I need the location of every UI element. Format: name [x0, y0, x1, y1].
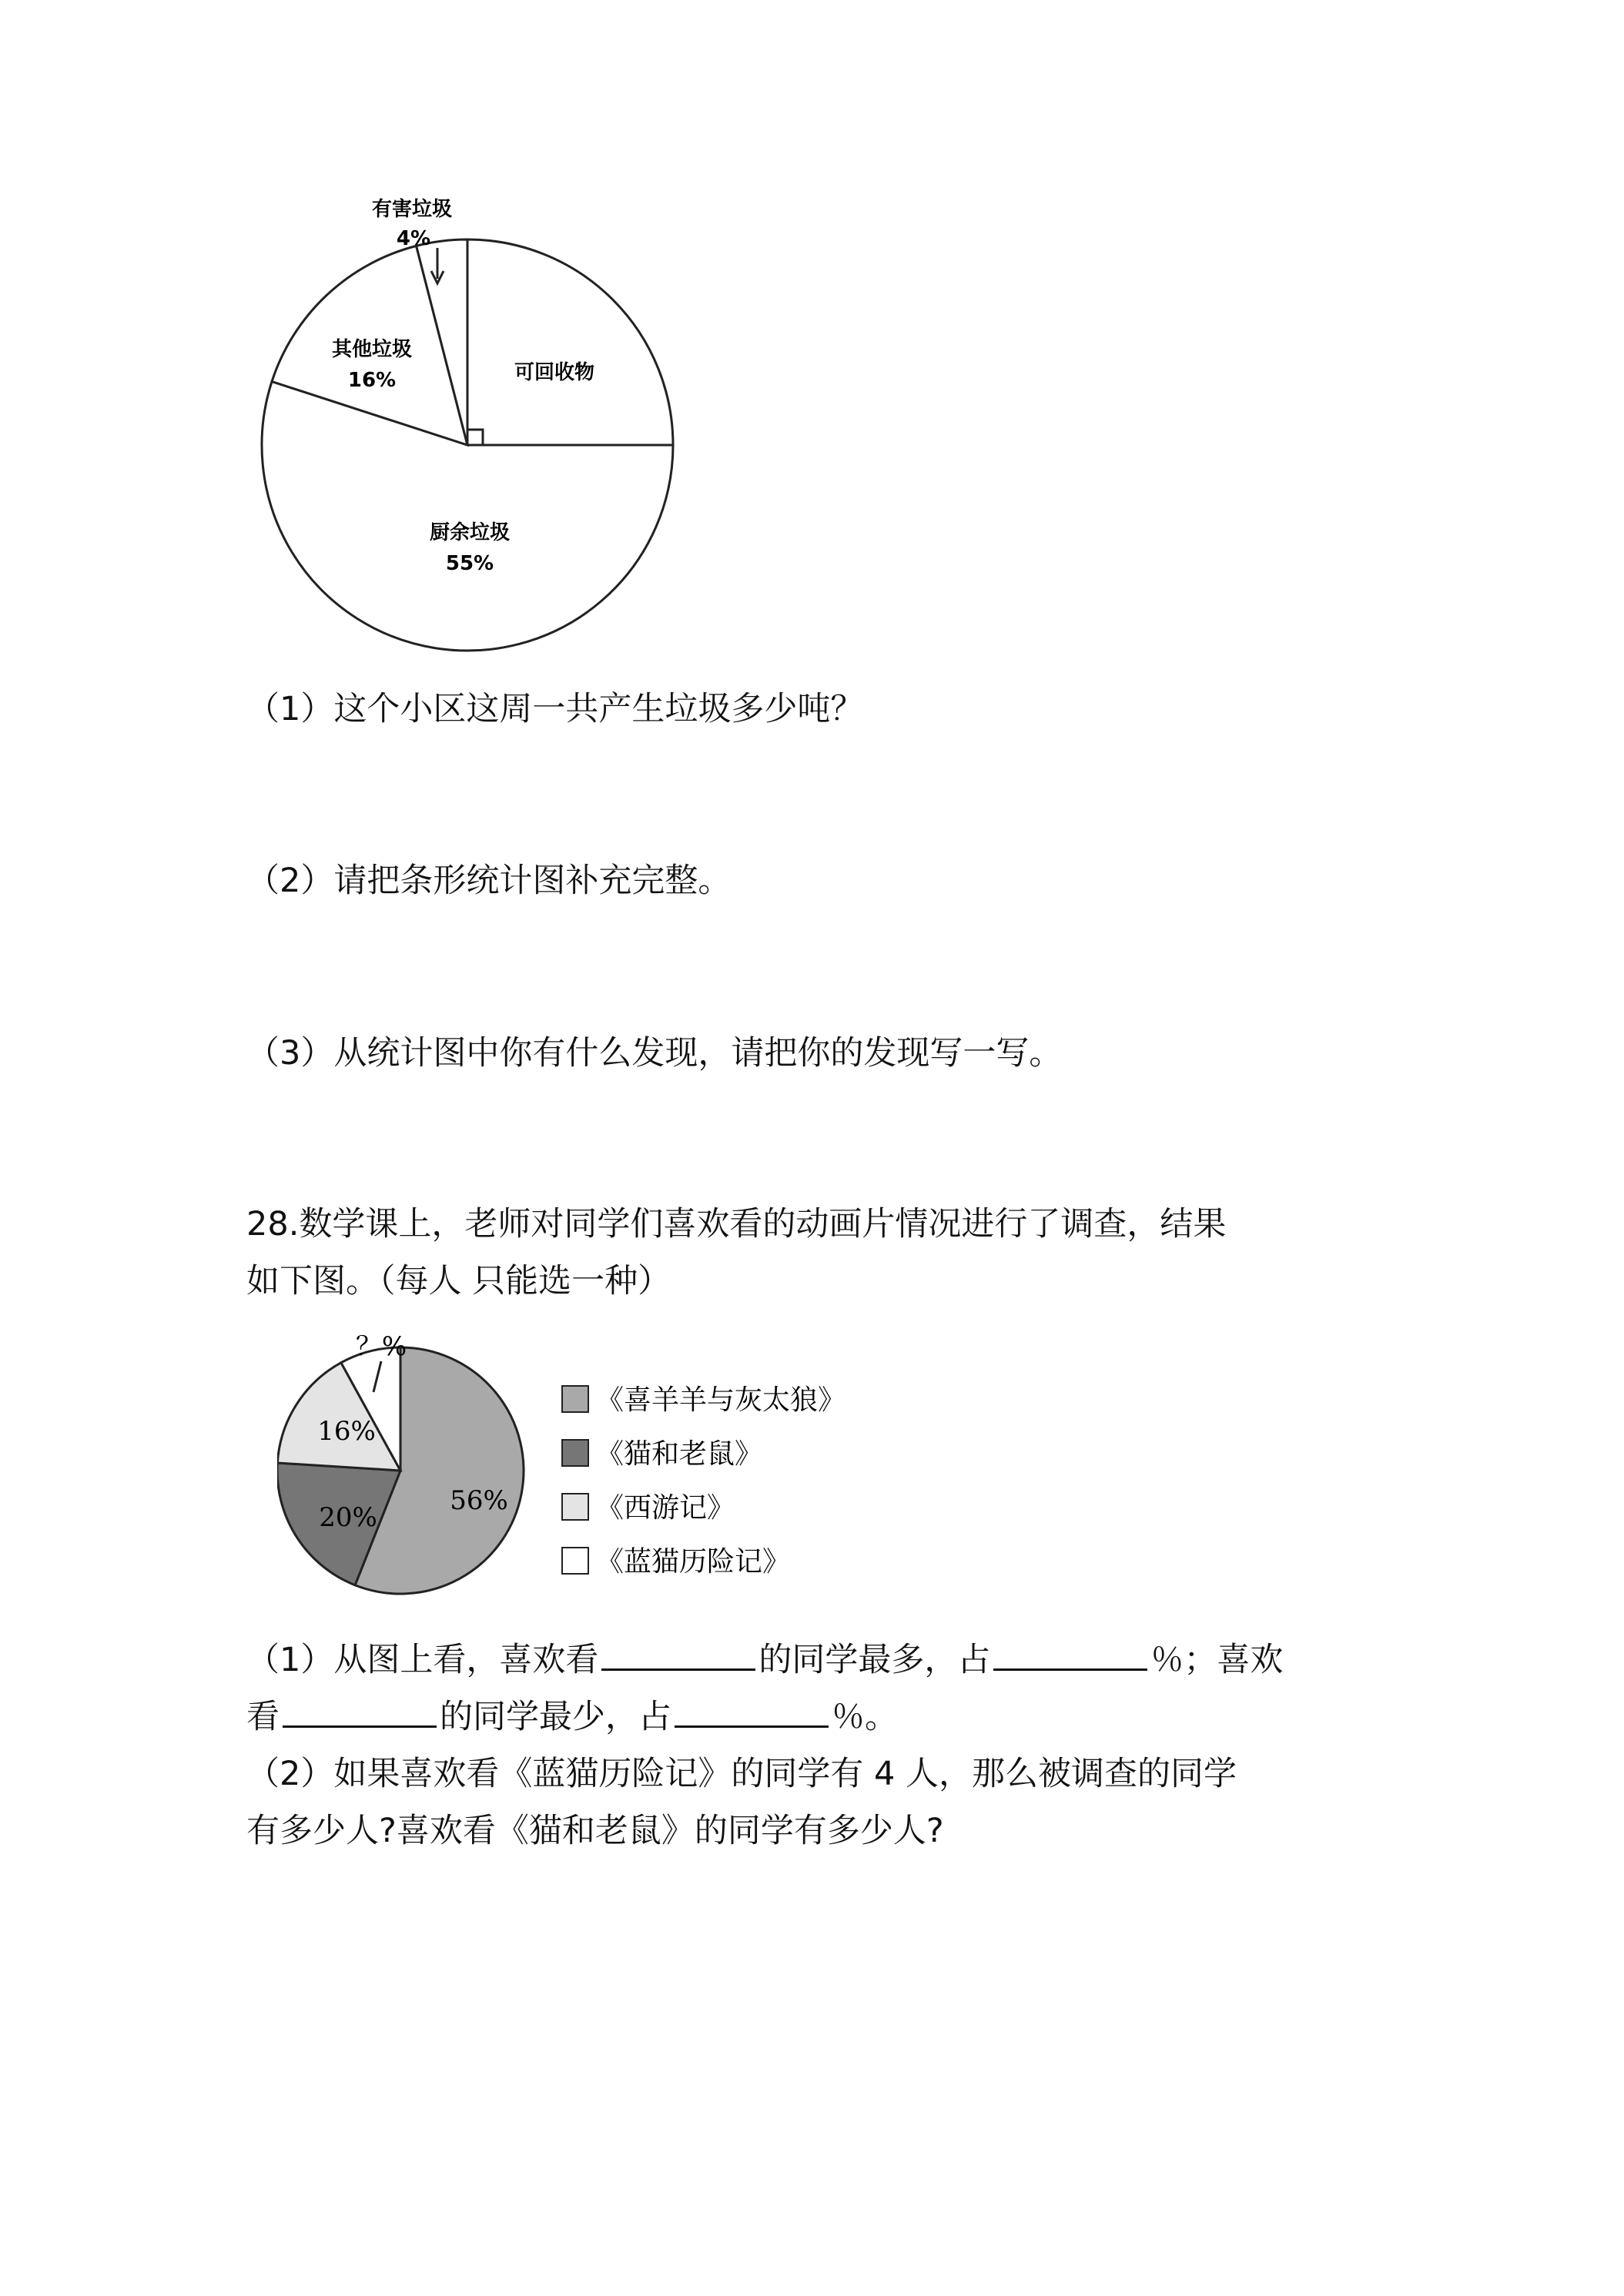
q28-sub1-text-a: （1）从图上看，喜欢看 — [246, 1641, 599, 1679]
legend-swatch-xiyangyang — [562, 1386, 588, 1412]
legend-label-journey-west: 《西游记》 — [596, 1492, 735, 1524]
slice-value-tom-jerry: 20% — [319, 1502, 377, 1533]
q28-sub1-text-b: 的同学最多，占 — [758, 1641, 991, 1679]
legend-label-blue-cat: 《蓝猫历险记》 — [596, 1546, 791, 1578]
q28-sub1-line1 — [246, 1631, 1283, 1689]
pie-slice-1 — [467, 239, 673, 445]
slice-value-xiyangyang: 56% — [450, 1485, 508, 1516]
q28-sub1-text-c: ％；喜欢 — [1150, 1641, 1284, 1679]
q28-sub1-line2 — [246, 1688, 898, 1746]
slice-value-journey-west: 16% — [317, 1416, 376, 1447]
answer-blank-least-name — [283, 1692, 437, 1728]
slice-label-hazardous: 有害垃圾 — [371, 198, 453, 221]
q28-sub1-text-f: ％。 — [832, 1698, 898, 1736]
slice-label-other: 其他垃圾 — [331, 338, 413, 361]
legend-swatch-journey-west — [562, 1494, 588, 1520]
legend-swatch-tom-jerry — [562, 1440, 588, 1466]
slice-value-kitchen: 55% — [445, 552, 494, 575]
answer-blank-most-name — [601, 1635, 755, 1671]
slice-label-recyclable: 可回收物 — [514, 361, 595, 384]
q28-sub2-line1: （2）如果喜欢看《蓝猫历险记》的同学有 4 人，那么被调查的同学 — [246, 1755, 1237, 1793]
q27-sub2: （2）请把条形统计图补充完整。 — [246, 862, 732, 900]
q27-sub3: （3）从统计图中你有什么发现，请把你的发现写一写。 — [246, 1034, 1063, 1073]
cartoon-pie-chart — [277, 1324, 1124, 1617]
slice-label-kitchen: 厨余垃圾 — [429, 521, 511, 544]
garbage-pie-chart — [231, 185, 724, 678]
slice-value-other: 16% — [347, 369, 397, 392]
legend-swatch-blue-cat — [562, 1548, 588, 1574]
q27-sub1: （1）这个小区这周一共产生垃圾多少吨？ — [246, 690, 864, 728]
q28-sub2-line2: 有多少人?喜欢看《猫和老鼠》的同学有多少人? — [246, 1812, 944, 1850]
slice-value-hazardous: 4% — [396, 227, 431, 250]
answer-blank-least-percent — [675, 1692, 829, 1728]
q28-stem-line2: 如下图。（每人 只能选一种） — [246, 1262, 671, 1300]
q28-sub1-text-d: 看 — [246, 1698, 280, 1736]
q28-stem-line1: 28.数学课上，老师对同学们喜欢看的动画片情况进行了调查，结果 — [246, 1205, 1227, 1243]
legend-label-xiyangyang: 《喜羊羊与灰太狼》 — [596, 1384, 846, 1416]
legend — [562, 1384, 845, 1578]
answer-blank-most-percent — [993, 1635, 1147, 1671]
legend-label-tom-jerry: 《猫和老鼠》 — [596, 1438, 763, 1470]
slice-value-blue-cat: ？% — [355, 1331, 407, 1362]
q28-sub1-text-e: 的同学最少，占 — [440, 1698, 671, 1736]
